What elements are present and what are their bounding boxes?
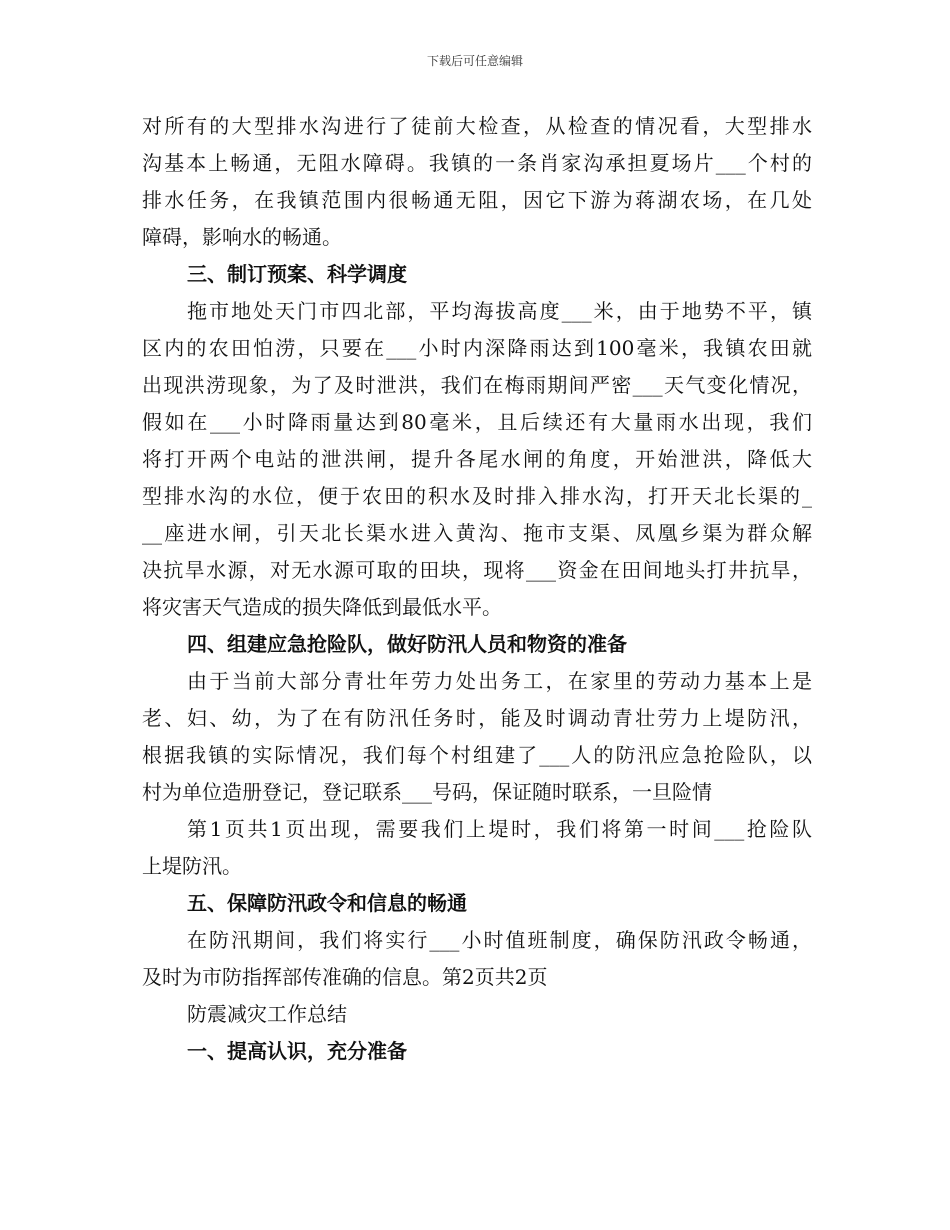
paragraph-line: 及时为市防指挥部传准确的信息。第2页共2页: [142, 965, 548, 989]
paragraph-line: __座进水闸，引天北长渠水进入黄沟、拖市支渠、凤凰乡渠为群众解: [142, 521, 812, 545]
paragraph-line: 区内的农田怕涝，只要在___小时内深降雨达到100毫米，我镇农田就: [142, 336, 812, 360]
paragraph-line: 第1页共1页出现，需要我们上堤时，我们将第一时间___抢险队: [187, 817, 812, 841]
paragraph-line: 老、妇、幼，为了在有防汛任务时，能及时调动青壮劳力上堤防汛，: [142, 706, 812, 730]
paragraph-line: 由于当前大部分青壮年劳力处出务工，在家里的劳动力基本上是: [187, 669, 812, 693]
page-header: 下载后可任意编辑: [426, 54, 523, 68]
document-body: [142, 108, 812, 1070]
paragraph-line: 对所有的大型排水沟进行了徒前大检查，从检查的情况看，大型排水: [142, 114, 812, 138]
document-title-2: 防震减灾工作总结: [187, 1002, 347, 1026]
paragraph-dispatch-plan: [142, 293, 812, 626]
paragraph-emergency-team: [142, 663, 812, 811]
paragraph-line: 将打开两个电站的泄洪闸，提升各尾水闸的角度，开始泄洪，降低大: [142, 447, 812, 471]
section-heading-4: 四、组建应急抢险队，做好防汛人员和物资的准备: [187, 632, 627, 656]
paragraph-line: 沟基本上畅通，无阻水障碍。我镇的一条肖家沟承担夏场片___个村的: [142, 151, 812, 175]
paragraph-line: 拖市地处天门市四北部，平均海拔高度___米，由于地势不平，镇: [187, 299, 812, 323]
section-heading-3: 三、制订预案、科学调度: [187, 262, 407, 286]
paragraph-drainage-check: [142, 108, 812, 256]
paragraph-line: 排水任务，在我镇范围内很畅通无阻，因它下游为蒋湖农场，在几处: [142, 188, 812, 212]
paragraph-line: 障碍，影响水的畅通。: [142, 225, 342, 249]
paragraph-line: 上堤防汛。: [142, 854, 242, 878]
paragraph-line: 假如在___小时降雨量达到80毫米，且后续还有大量雨水出现，我们: [142, 410, 812, 434]
paragraph-line: 型排水沟的水位，便于农田的积水及时排入排水沟，打开天北长渠的_: [142, 484, 812, 508]
paragraph-line: 将灾害天气造成的损失降低到最低水平。: [142, 595, 502, 619]
section-heading-5: 五、保障防汛政令和信息的畅通: [187, 891, 467, 915]
paragraph-page-break-continuation: [142, 811, 812, 885]
paragraph-line: 决抗旱水源，对无水源可取的田块，现将___资金在田间地头打井抗旱，: [142, 558, 812, 582]
paragraph-line: 出现洪涝现象，为了及时泄洪，我们在梅雨期间严密___天气变化情况，: [142, 373, 812, 397]
paragraph-line: 村为单位造册登记，登记联系___号码，保证随时联系，一旦险情: [142, 780, 712, 804]
paragraph-line: 根据我镇的实际情况，我们每个村组建了___人的防汛应急抢险队，以: [142, 743, 812, 767]
paragraph-line: 在防汛期间，我们将实行___小时值班制度，确保防汛政令畅通，: [187, 928, 812, 952]
paragraph-duty-system: [142, 922, 812, 996]
section-heading-1: 一、提高认识，充分准备: [187, 1039, 407, 1063]
